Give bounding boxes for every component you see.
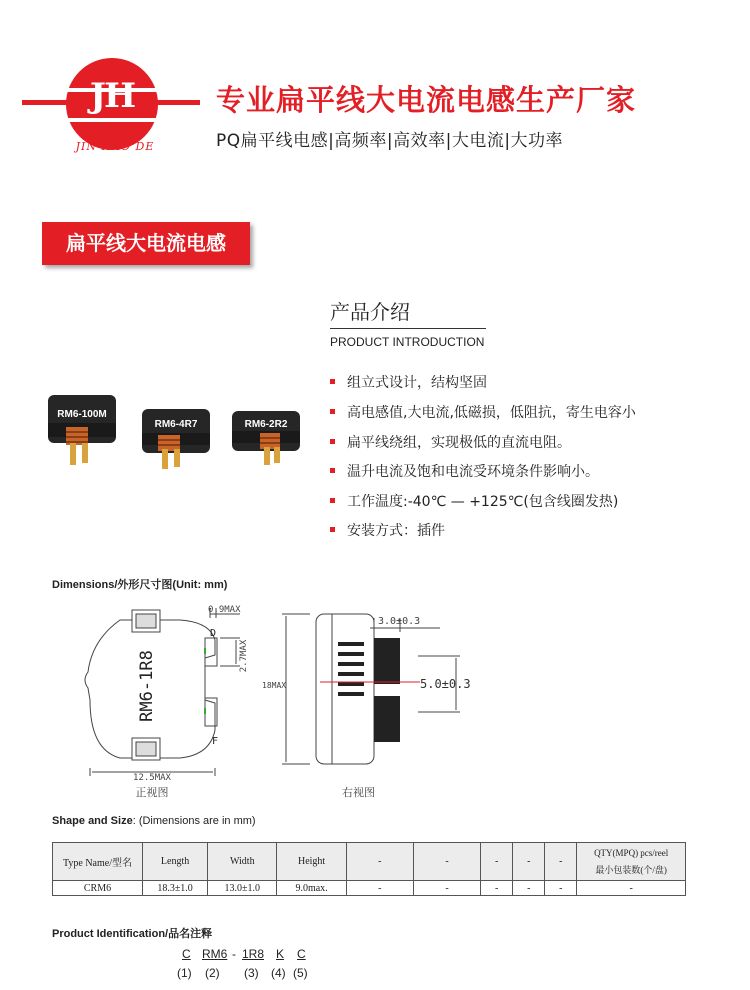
dim-side: 2.7MAX [239,639,249,673]
table-header: - [481,843,513,881]
bullet-icon [330,468,335,473]
table-header: Type Name/型名 [53,843,143,881]
side-view-drawing [262,600,480,800]
product-label-1: RM6-100M [57,409,107,420]
dim-pin: 3.0±0.3 [378,616,421,627]
feature-item: 安装方式：插件 [330,520,445,540]
side-view-label: 右视图 [342,786,375,799]
bullet-icon [330,527,335,532]
front-view-drawing [60,600,280,800]
code-number: (1) [177,966,192,980]
code-part: RM6 [202,947,228,961]
product-3 [232,411,300,465]
code-number: (2) [205,966,220,980]
code-part: C [297,947,306,961]
code-number: (5) [293,966,308,980]
logo-band [66,118,158,122]
section-banner: 扁平线大电流电感 [42,222,250,265]
dim-height: 18MAX [262,681,287,690]
table-cell: - [545,881,577,896]
table-cell: CRM6 [53,881,143,896]
table-cell: - [346,881,413,896]
table-header: Length [142,843,207,881]
letter-f: F [212,736,219,747]
front-view-label: 正视图 [135,786,169,799]
company-logo [66,58,158,150]
table-header: Width [208,843,277,881]
identification-heading: Product Identification/品名注释 [52,928,213,940]
feature-item: 组立式设计，结构坚固 [330,372,487,392]
code-number: (3) [244,966,259,980]
logo-letters: JH [89,76,135,116]
table-header: - [545,843,577,881]
logo-subtext: JIN HAO DE [75,140,155,153]
product-1 [48,395,116,465]
part-marking: RM6-1R8 [137,650,157,722]
feature-item: 温升电流及饱和电流受环境条件影响小。 [330,461,599,481]
page-subtitle: PQ扁平线电感|高频率|高效率|大电流|大功率 [216,131,564,151]
table-header: Height [277,843,346,881]
bullet-icon [330,439,335,444]
code-number: (4) [271,966,286,980]
bullet-icon [330,409,335,414]
feature-item: 扁平线绕组，实现极低的直流电阻。 [330,432,571,452]
table-cell: - [413,881,480,896]
table-cell: 13.0±1.0 [208,881,277,896]
code-part: K [276,947,285,961]
dim-bottom: 12.5MAX [133,773,171,783]
intro-divider [330,328,486,329]
table-header-qty: QTY(MPQ) pcs/reel 最小包装数(个/盘) [577,843,686,881]
dim-top: 0.9MAX [208,605,241,615]
page-title: 专业扁平线大电流电感生产厂家 [216,83,637,117]
code-separator: - [232,947,236,961]
intro-title-cn: 产品介绍 [330,300,410,324]
feature-item: 高电感值,大电流,低磁损，低阻抗，寄生电容小 [330,402,636,422]
table-header: - [513,843,545,881]
table-cell: - [513,881,545,896]
bullet-icon [330,498,335,503]
table-row [53,881,686,896]
code-part: C [182,947,191,961]
shape-heading: Shape and Size: (Dimensions are in mm) [52,815,256,827]
spec-table [52,842,686,896]
table-header-row [53,843,686,881]
table-header: - [413,843,480,881]
code-part: 1R8 [242,947,265,961]
product-label-2: RM6-4R7 [154,419,198,430]
product-2 [142,409,210,469]
table-header: - [346,843,413,881]
table-cell: - [577,881,686,896]
bullet-icon [330,379,335,384]
table-cell: - [481,881,513,896]
feature-item: 工作温度:-40℃ — +125℃(包含线圈发热) [330,491,618,511]
table-cell: 18.3±1.0 [142,881,207,896]
intro-title-en: PRODUCT INTRODUCTION [330,335,485,349]
letter-d: D [210,628,217,639]
dim-pitch: 5.0±0.3 [420,677,471,691]
product-photo [40,385,310,475]
dimensions-heading: Dimensions/外形尺寸图(Unit: mm) [52,579,228,591]
product-label-3: RM6-2R2 [244,419,288,430]
table-cell: 9.0max. [277,881,346,896]
